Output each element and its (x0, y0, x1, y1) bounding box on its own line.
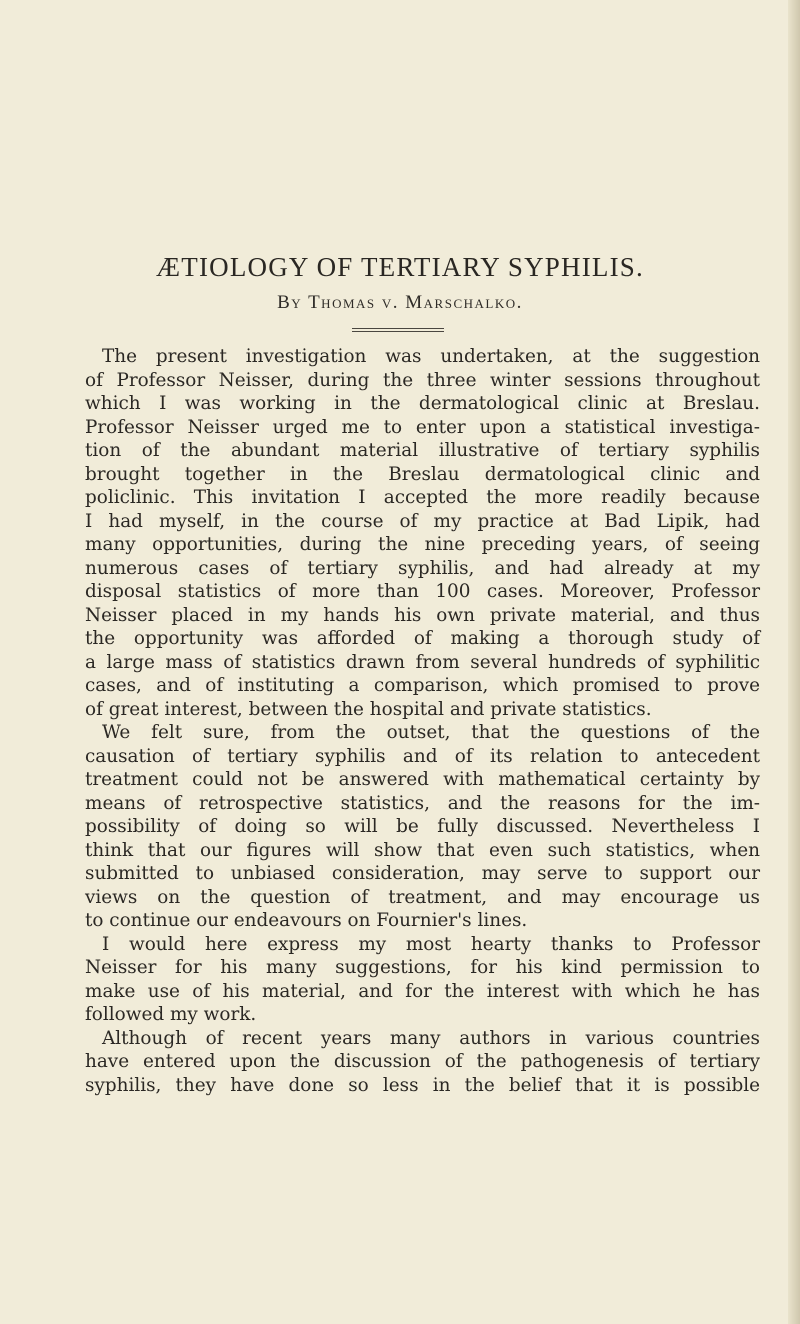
text-line: make use of his material, and for the interest with which he has (85, 980, 760, 1002)
text-line: causation of tertiary syphilis and of its relation to antecedent (85, 745, 760, 767)
text-line: We felt sure, from the outset, that the questions of the (102, 722, 760, 743)
text-line: I would here express my most hearty thanks to Professor (102, 933, 760, 955)
title-rule-upper (352, 328, 444, 329)
text-line: of great interest, between the hospital and private statistics. (85, 698, 652, 720)
text-line: followed my work. (85, 1004, 257, 1025)
text-line: which I was working in the dermatological clinic at Breslau. (85, 393, 760, 414)
text-line: cases, and of instituting a comparison, which promised to prove (85, 675, 760, 696)
text-line: possibility of doing so will be fully discussed. Nevertheless I (85, 816, 760, 837)
text-line: treatment could not be answered with mathematical certainty by (85, 769, 760, 790)
text-line: Although of recent years many authors in various countries (102, 1027, 760, 1049)
text-line: think that our figures will show that even such statistics, when (85, 839, 760, 861)
article-title: ÆTIOLOGY OF TERTIARY SYPHILIS. (156, 252, 644, 282)
text-line: numerous cases of tertiary syphilis, and had already at my (85, 557, 760, 579)
title-rule-lower (352, 331, 444, 332)
text-line: tion of the abundant material illustrative of tertiary syphilis (85, 440, 760, 461)
text-line: of Professor Neisser, during the three winter sessions throughout (85, 369, 760, 391)
text-line: views on the question of treatment, and may encourage us (85, 886, 760, 908)
text-line: Neisser placed in my hands his own private material, and thus (85, 604, 760, 626)
text-line: have entered upon the discussion of the pathogenesis of tertiary (85, 1051, 760, 1072)
author-byline: By Thomas v. Marschalko. (277, 292, 523, 313)
text-line: The present investigation was undertaken, at the suggestion (102, 346, 760, 367)
body-text (85, 345, 760, 1097)
text-line: disposal statistics of more than 100 cases. Moreover, Professor (85, 581, 760, 602)
text-line: I had myself, in the course of my practice at Bad Lipik, had (85, 510, 760, 532)
text-line: Neisser for his many suggestions, for his kind permission to (85, 957, 760, 978)
text-line: brought together in the Breslau dermatological clinic and (85, 463, 760, 485)
text-line: submitted to unbiased consideration, may serve to support our (85, 863, 760, 884)
text-line: to continue our endeavours on Fournier's lines. (85, 910, 528, 931)
text-line: syphilis, they have done so less in the belief that it is possible (85, 1074, 760, 1096)
text-line: the opportunity was afforded of making a thorough study of (85, 628, 760, 649)
text-line: Professor Neisser urged me to enter upon a statistical investiga- (85, 416, 760, 438)
text-line: a large mass of statistics drawn from several hundreds of syphilitic (85, 651, 760, 673)
text-line: many opportunities, during the nine preceding years, of seeing (85, 534, 760, 555)
text-line: means of retrospective statistics, and the reasons for the im- (85, 792, 760, 814)
text-line: policlinic. This invitation I accepted the more readily because (85, 487, 760, 508)
page-edge (788, 0, 800, 1324)
